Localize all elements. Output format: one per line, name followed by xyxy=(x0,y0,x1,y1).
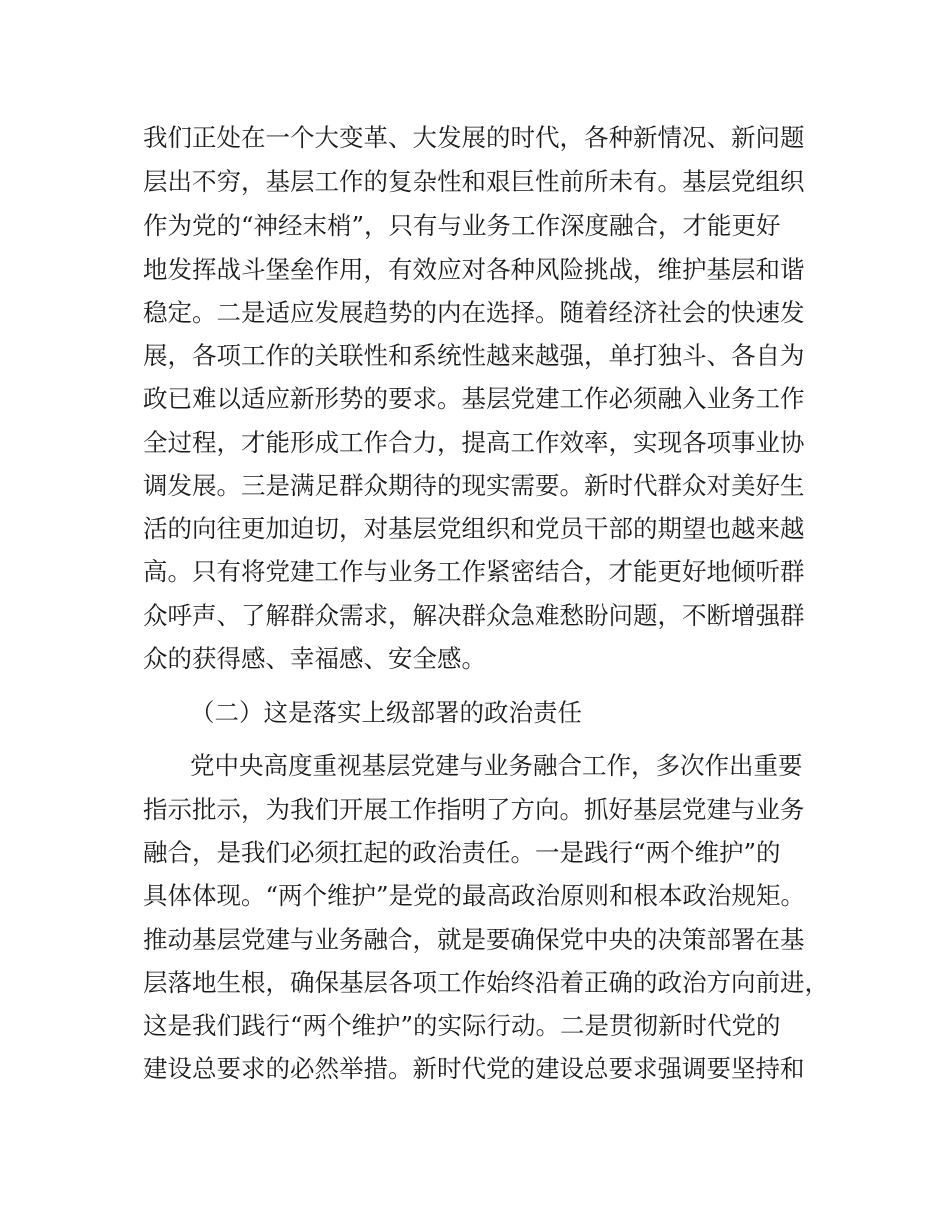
paragraph-line: 全过程，才能形成工作合力，提高工作效率，实现各项事业协 xyxy=(143,428,805,457)
paragraph-line: 建设总要求的必然举措。新时代党的建设总要求强调要坚持和 xyxy=(143,1054,805,1083)
paragraph-line: 具体体现。“两个维护”是党的最高政治原则和根本政治规矩。 xyxy=(143,881,806,910)
paragraph-line: 稳定。二是适应发展趋势的内在选择。随着经济社会的快速发 xyxy=(143,298,805,327)
paragraph-line: 融合，是我们必须扛起的政治责任。一是践行“两个维护”的 xyxy=(143,838,781,867)
paragraph-line: 众的获得感、幸福感、安全感。 xyxy=(143,644,486,673)
paragraph-line: 层出不穷，基层工作的复杂性和艰巨性前所未有。基层党组织 xyxy=(143,167,805,196)
paragraph-line: 众呼声、了解群众需求，解决群众急难愁盼问题，不断增强群 xyxy=(143,601,805,630)
section-heading: （二）这是落实上级部署的政治责任 xyxy=(190,698,582,727)
paragraph-line: 层落地生根，确保基层各项工作始终沿着正确的政治方向前进， xyxy=(143,968,829,997)
paragraph-line: 指示批示，为我们开展工作指明了方向。抓好基层党建与业务 xyxy=(143,795,805,824)
paragraph-line: 展，各项工作的关联性和系统性越来越强，单打独斗、各自为 xyxy=(143,341,805,370)
paragraph-line: 这是我们践行“两个维护”的实际行动。二是贯彻新时代党的 xyxy=(143,1011,781,1040)
paragraph-line: 推动基层党建与业务融合，就是要确保党中央的决策部署在基 xyxy=(143,925,805,954)
paragraph-line: 政已难以适应新形势的要求。基层党建工作必须融入业务工作 xyxy=(143,384,805,413)
paragraph-line: 作为党的“神经末梢”，只有与业务工作深度融合，才能更好 xyxy=(143,211,781,240)
paragraph-line: 党中央高度重视基层党建与业务融合工作，多次作出重要 xyxy=(190,751,803,780)
paragraph-line: 高。只有将党建工作与业务工作紧密结合，才能更好地倾听群 xyxy=(143,557,805,586)
paragraph-line: 我们正处在一个大变革、大发展的时代，各种新情况、新问题 xyxy=(143,123,805,152)
paragraph-line: 活的向往更加迫切，对基层党组织和党员干部的期望也越来越 xyxy=(143,514,805,543)
paragraph-line: 地发挥战斗堡垒作用，有效应对各种风险挑战，维护基层和谐 xyxy=(143,255,805,284)
paragraph-line: 调发展。三是满足群众期待的现实需要。新时代群众对美好生 xyxy=(143,471,805,500)
